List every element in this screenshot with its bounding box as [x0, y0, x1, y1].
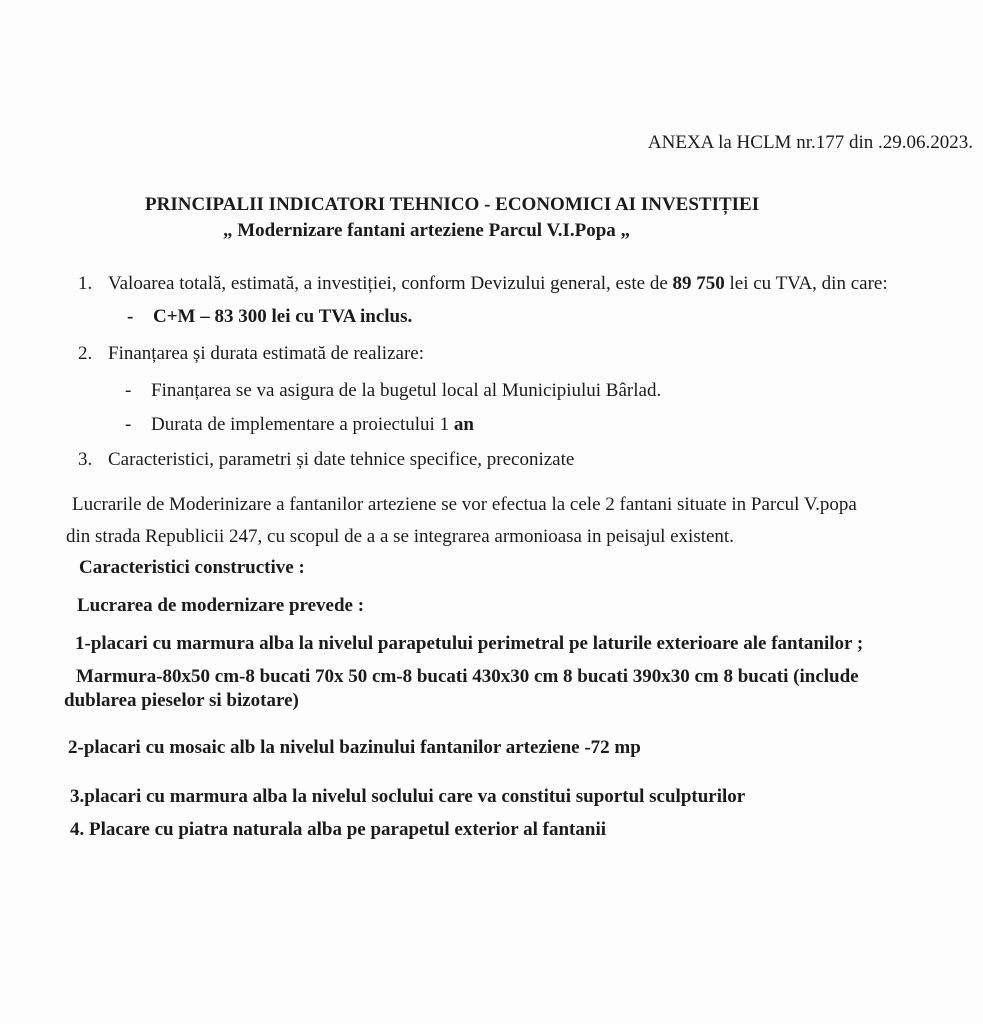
section-3-paragraph-line-2: din strada Republicii 247, cu scopul de a a se integrarea armonioasa in peisajul existent. — [66, 526, 734, 547]
work-item-2: 2-placari cu mosaic alb la nivelul bazinului fantanilor arteziene -72 mp — [68, 737, 641, 758]
investment-amount: 89 750 — [672, 273, 725, 294]
project-name: „ Modernizare fantani arteziene Parcul V.I.Popa „ — [223, 220, 631, 241]
section-1-subitem — [127, 306, 412, 328]
duration-text: Durata de implementare a proiectului 1 — [151, 414, 454, 435]
section-3-text: Caracteristici, parametri și date tehnice specifice, preconizate — [108, 449, 575, 470]
section-3 — [78, 449, 574, 471]
section-2 — [78, 343, 424, 365]
section-2-number: 2. — [78, 343, 93, 364]
section-1-number: 1. — [78, 273, 93, 294]
document-title: PRINCIPALII INDICATORI TEHNICO - ECONOMICI AI INVESTIȚIEI — [145, 194, 760, 215]
dash-marker: - — [125, 380, 132, 401]
section-2-item-duration — [125, 414, 474, 436]
work-item-4: 4. Placare cu piatra naturala alba pe parapetul exterior al fantanii — [70, 819, 607, 840]
work-item-1: 1-placari cu marmura alba la nivelul parapetului perimetral pe laturile exterioare ale fantanilor ; — [75, 633, 864, 654]
work-item-1-detail-line-2: dublarea pieselor si bizotare) — [64, 690, 299, 711]
section-1-text-after: lei cu TVA, din care: — [724, 273, 888, 294]
section-1 — [78, 273, 888, 295]
dash-marker: - — [125, 414, 132, 435]
dash-marker: - — [127, 306, 134, 327]
section-2-text: Finanțarea și durata estimată de realizare: — [108, 343, 424, 364]
section-2-item-financing — [125, 380, 661, 402]
section-1-text: Valoarea totală, estimată, a investiției, conform Devizului general, este de — [108, 273, 673, 294]
duration-unit: an — [453, 414, 474, 435]
section-3-number: 3. — [78, 449, 93, 470]
constructive-characteristics-heading: Caracteristici constructive : — [79, 557, 305, 578]
modernization-works-heading: Lucrarea de modernizare prevede : — [77, 595, 365, 616]
financing-text: Finanțarea se va asigura de la bugetul local al Municipiului Bârlad. — [151, 380, 662, 401]
work-item-3: 3.placari cu marmura alba la nivelul soclului care va constitui suportul sculpturilor — [70, 786, 746, 807]
section-3-paragraph-line-1: Lucrarile de Moderinizare a fantanilor arteziene se vor efectua la cele 2 fantani situate in Parcul V.popa — [72, 494, 857, 515]
annex-reference: ANEXA la HCLM nr.177 din .29.06.2023. — [647, 132, 973, 153]
work-item-1-detail-line-1: Marmura-80x50 cm-8 bucati 70x 50 cm-8 bucati 430x30 cm 8 bucati 390x30 cm 8 bucati (include — [76, 666, 859, 687]
construction-value: C+M – 83 300 lei cu TVA inclus. — [153, 306, 413, 327]
